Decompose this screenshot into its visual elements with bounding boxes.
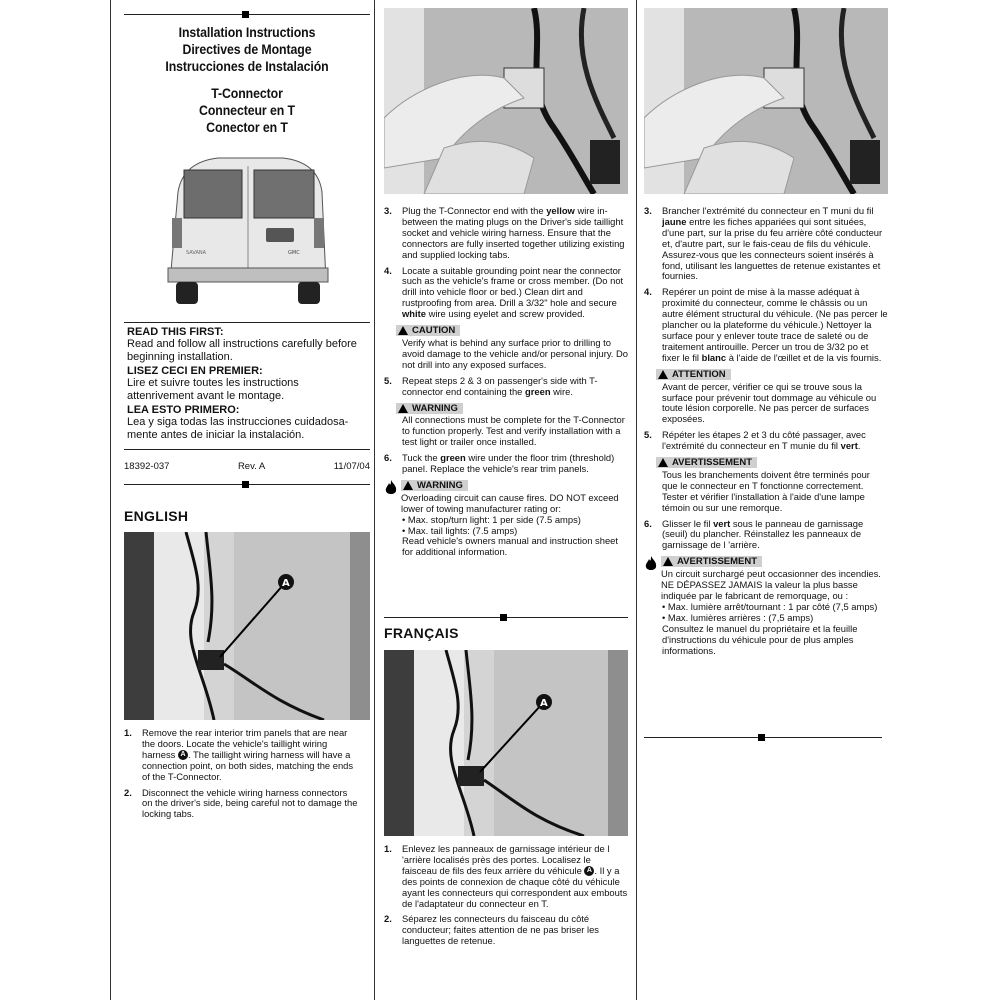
english-step-6-text-a: Tuck the	[402, 452, 441, 464]
francais-step-5: 5. Répéter les étapes 2 et 3 du côté passager, avec l'extrémité du connecteur en T munie du fil vert.	[644, 429, 866, 452]
fire-warning-en	[384, 480, 628, 515]
warning-text-fr: Tous les branchements doivent être terminés pour que le connecteur en T fonctionne correctement. Tester et vérifier l'installation à l'aide d'une lampe témoin ou sur une remorque.	[662, 468, 870, 513]
english-step-5: 5. Repeat steps 2 & 3 on passenger's side with T-connector end containing the green wire.	[384, 374, 598, 397]
rule-marker	[242, 11, 249, 18]
francais-step-4: 4. Repérer un point de mise à la masse adéquat à proximité du connecteur, comme le châssis ou un autre élément structural du véhicule. (Ne pas percer le plancher ou la plateforme du véhicule.) Nettoyer la surface pour y enlever toute trace de saleté ou de traitement antirouille. Percer un trou de 3/32 po et fixer le fil blanc à l'aide de l'œillet et de la vis fournis.	[644, 286, 888, 363]
title-fr: Directives de Montage	[182, 41, 312, 57]
fire-icon	[644, 556, 659, 572]
fire-warning-fr	[644, 556, 888, 602]
warning2-line1-fr: Un circuit surchargé peut occasionner des incendies. NE DÉPASSEZ JAMAIS la valeur la plus basse indiquée par le fabricant de remorquage, ou :	[661, 568, 881, 601]
section-heading-english: ENGLISH	[124, 508, 189, 524]
english-step-3-wire-color: yellow	[546, 205, 575, 216]
warning-text-en: All connections must be complete for the T-Connector to function properly. Test and verify installation with a test light or trailer once installed.	[402, 414, 625, 448]
doc-date: 11/07/04	[333, 461, 370, 472]
title-en: Installation Instructions	[178, 24, 316, 40]
read-first-text-fr: Lire et suivre toutes les instructions attenrivement avant le montage.	[127, 377, 299, 402]
warning-label-fr: AVERTISSEMENT	[656, 457, 757, 468]
english-step-4-text-a: Locate a suitable grounding point near the connector such as the vehicle's frame or cross member. (Do not drill into vehicle floor or bed.) Clean dirt and rustproofing from area. Drill a 3/32" hole and secure	[402, 264, 624, 309]
rule-marker	[242, 481, 249, 488]
caution-label-en: CAUTION	[396, 325, 460, 336]
harness-photo-fr	[384, 650, 628, 836]
rule-marker	[500, 614, 507, 621]
warning-triangle-icon	[398, 326, 408, 335]
francais-step-3-text-b: entre les fiches appariées qui sont situées, d'une part, sur la prise du feu arrière côté conducteur et, d'autre part, sur le fais-ceau de fils du véhicule. Assurez-vous que les connecteurs soient insérés à fond, utilisant les languettes de retenue existantes et fournies.	[662, 215, 883, 282]
revision: Rev. A	[237, 461, 266, 472]
callout-a-en: A	[282, 578, 290, 589]
warning-triangle-icon	[398, 404, 408, 413]
warning-triangle-icon	[663, 557, 673, 566]
english-step-6: 6. Tuck the green wire under the floor trim (threshold) panel. Replace the vehicle's rear trim panels.	[384, 452, 615, 475]
product-en: T-Connector	[211, 85, 283, 101]
english-step-1-text: Remove the rear interior trim panels that are near the doors. Locate the vehicle's taillight wiring harness	[142, 727, 348, 760]
francais-step-2-text: Séparez les connecteurs du faisceau du côté conducteur; faites attention de ne pas briser les languettes de retenue.	[402, 913, 599, 947]
warning2-line1-en: Overloading circuit can cause fires. DO NOT exceed lower of towing manufacturer rating or:	[401, 491, 619, 514]
english-step-6-text-b: wire under the floor trim (threshold) panel. Replace the vehicle's rear trim panels.	[402, 452, 615, 475]
title-block	[139, 24, 355, 136]
english-steps-1-2	[124, 728, 360, 825]
francais-steps-1-2	[384, 844, 628, 952]
english-step-2-text: Disconnect the vehicle wiring harness connectors on the driver's side, being careful not to damage the locking tabs.	[142, 786, 358, 820]
english-step-1-text-b: . The taillight wiring harness will have a connection point, on both sides, matching the ends of the T-Connector.	[142, 748, 354, 782]
warning2-label-fr: AVERTISSEMENT	[661, 556, 762, 567]
francais-step-4-text-a: Repérer un point de mise à la masse adéquat à proximité du connecteur, comme le châssis ou un autre élément structural du véhicule. (Ne pas percer le plancher ou la plateforme du véhicule.) Nettoyer la surface pour y enlever toute trace de saleté ou de traitement antirouille. Percer un trou de 3/32 po et fixer le fil	[662, 286, 888, 363]
part-number: 18392-037	[124, 461, 170, 472]
column-rule-2	[374, 0, 375, 1000]
warning2-line3-en: • Max. tail lights: (7.5 amps)	[402, 524, 518, 536]
english-step-4-text-b: wire using eyelet and screw provided.	[425, 308, 585, 320]
english-step-5-text-b: wire.	[550, 385, 573, 397]
read-first-text-en: Read and follow all instructions carefully before beginning installation.	[127, 338, 357, 363]
warning-triangle-icon	[403, 481, 413, 490]
caution-text-en: Verify what is behind any surface prior to drilling to avoid damage to the vehicle and/or personal injury. Do not drill into any exposed surfaces.	[402, 336, 629, 370]
english-step-4: 4. Locate a suitable grounding point near the connector such as the vehicle's frame or cross member. (Do not drill into vehicle floor or bed.) Clean dirt and rustproofing from area. Drill a 3/32" hole and secure white wire using eyelet and screw provided.	[384, 264, 624, 320]
english-step-5-wire-color: green	[525, 385, 551, 397]
francais-step-6-text-b: sous le panneau de garnissage (seuil) du plancher. Réinstallez les panneaux de garnissage de l 'arrière.	[662, 517, 864, 551]
francais-step-4-wire-color: blanc	[701, 351, 727, 363]
francais-step-6-text-a: Glisser le fil	[662, 517, 714, 529]
english-step-6-wire-color: green	[440, 452, 466, 464]
fire-icon	[384, 480, 399, 496]
connector-photo-en	[384, 8, 628, 194]
francais-step-6: 6. Glisser le fil vert sous le panneau de garnissage (seuil) du plancher. Réinstallez les panneaux de garnissage de l 'arrière.	[644, 517, 864, 551]
warning2-line2-fr: • Max. lumière arrêt/tournant : 1 par côté (7,5 amps)	[662, 600, 878, 612]
callout-a-icon: A	[178, 750, 188, 760]
read-first-heading-en: READ THIS FIRST:	[127, 326, 224, 338]
english-step-1: 1. Remove the rear interior trim panels that are near the doors. Locate the vehicle's taillight wiring harness A . The taillight wiring harness will have a connection point, on both sides, matching the ends of the T-Connector.	[124, 727, 354, 782]
warning2-label-en: WARNING	[401, 480, 468, 491]
english-steps-3-6	[384, 206, 628, 558]
warning-label-en: WARNING	[396, 403, 463, 414]
francais-step-5-text-a: Répéter les étapes 2 et 3 du côté passager, avec l'extrémité du connecteur en T munie du fil	[662, 429, 866, 452]
svg-text:SAVANA: SAVANA	[186, 250, 207, 256]
francais-step-1-text-b: . Il y a des points de connexion de chaque côté du véhicule ayant les connecteurs qui correspondent aux embouts de l'adaptateur du connecteur en T.	[402, 864, 628, 909]
harness-photo-en	[124, 532, 370, 720]
warning-triangle-icon	[658, 458, 668, 467]
francais-step-5-text-b: .	[857, 440, 861, 452]
francais-step-5-wire-color: vert	[840, 440, 858, 452]
section-heading-francais: FRANÇAIS	[384, 625, 459, 641]
english-step-4-wire-color: white	[402, 308, 426, 320]
van-illustration	[158, 152, 338, 310]
column-rule-3	[636, 0, 637, 1000]
callout-a-icon: A	[584, 866, 594, 876]
read-first-heading-fr: LISEZ CECI EN PREMIER:	[127, 365, 263, 377]
warning2-line4-fr: Consultez le manuel du propriétaire et la feuille d'instructions du véhicule pour de plus amples informations.	[662, 622, 858, 656]
francais-step-4-text-b: à l'aide de l'œillet et de la vis fournis.	[726, 351, 882, 363]
title-es: Instrucciones de Instalación	[165, 58, 329, 74]
read-first-text-es: Lea y siga todas las instrucciones cuidadosa-mente antes de iniciar la instalación.	[127, 416, 349, 441]
read-first-heading-es: LEA ESTO PRIMERO:	[127, 404, 240, 416]
caution-label-fr: ATTENTION	[656, 369, 731, 380]
warning2-line4-en: Read vehicle's owners manual and instruction sheet for additional information.	[402, 535, 618, 558]
product-fr: Connecteur en T	[199, 102, 295, 118]
doc-meta	[124, 461, 370, 472]
warning2-line2-en: • Max. stop/turn light: 1 per side (7.5 amps)	[402, 513, 581, 525]
warning-triangle-icon	[658, 370, 668, 379]
english-step-5-text-a: Repeat steps 2 & 3 on passenger's side with T-connector end containing the	[402, 374, 598, 397]
francais-steps-3-6	[644, 206, 888, 656]
english-step-3-text-b: wire in-between the mating plugs on the Driver's side taillight socket and vehicle wiring harness. Ensure that the connectors are fully inserted together utilizing existing and supplied locking tabs.	[402, 205, 625, 260]
english-step-3: 3. Plug the T-Connector end with the yellow wire in-between the mating plugs on the Driver's side taillight socket and vehicle wiring harness. Ensure that the connectors are fully inserted together utilizing existing and supplied locking tabs.	[384, 205, 625, 260]
francais-step-6-wire-color: vert	[713, 517, 731, 529]
francais-step-3-text-a: Brancher l'extrémité du connecteur en T muni du fil	[662, 205, 874, 216]
warning2-line3-fr: • Max. lumières arrières : (7,5 amps)	[662, 611, 814, 623]
connector-photo-fr	[644, 8, 888, 194]
english-step-2: 2. Disconnect the vehicle wiring harness connectors on the driver's side, being careful not to damage the locking tabs.	[124, 788, 360, 821]
francais-step-3: 3. Brancher l'extrémité du connecteur en T muni du fil jaune entre les fiches appariées qui sont situées, d'une part, sur la prise du feu arrière côté conducteur et, d'autre part, sur le fais-ceau de fils du véhicule. Assurez-vous que les connecteurs soient insérés à fond, utilisant les languettes de retenue existantes et fournies.	[644, 205, 883, 282]
rule-marker	[758, 734, 765, 741]
read-first-box	[124, 322, 370, 450]
english-step-3-text-a: Plug the T-Connector end with the	[402, 205, 547, 216]
francais-step-2: 2. Séparez les connecteurs du faisceau du côté conducteur; faites attention de ne pas briser les languettes de retenue.	[384, 914, 628, 947]
caution-text-fr: Avant de percer, vérifier ce qui se trouve sous la surface pour prévenir tout dommage au véhicule ou toute lésion corporelle. Ne pas percer de surfaces exposées.	[662, 380, 877, 425]
francais-step-3-wire-color: jaune	[662, 215, 687, 227]
callout-a-fr: A	[540, 698, 548, 709]
svg-text:GMC: GMC	[288, 250, 300, 256]
francais-step-1: 1. Enlevez les panneaux de garnissage intérieur de l 'arrière localisés près des portes. Localisez le faisceau de fils des feux arrière du véhicule A . Il y a des points de connexion de chaque côté du véhicule ayant les connecteurs qui correspondent aux embouts de l'adaptateur du connecteur en T.	[384, 843, 628, 909]
product-es: Conector en T	[206, 119, 288, 135]
column-rule-1	[110, 0, 111, 1000]
francais-step-1-text: Enlevez les panneaux de garnissage intérieur de l 'arrière localisés près des portes. Localisez le faisceau de fils des feux arrière du véhicule	[402, 843, 610, 876]
